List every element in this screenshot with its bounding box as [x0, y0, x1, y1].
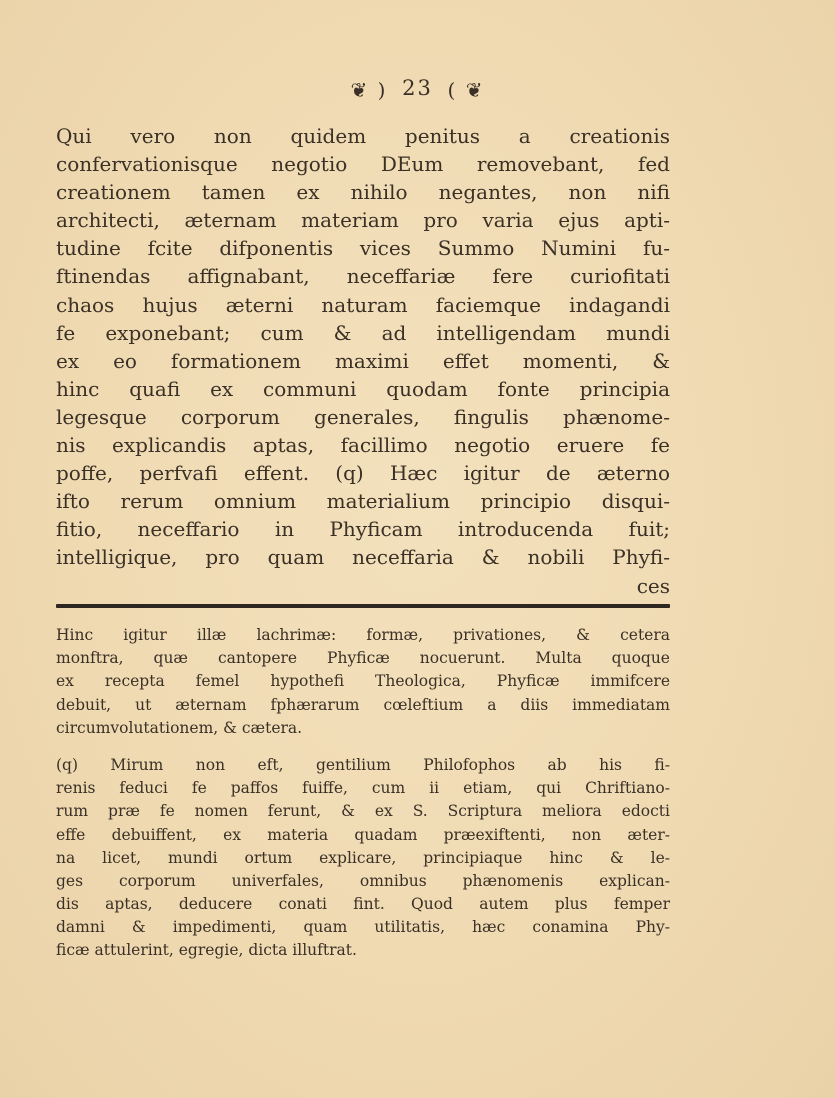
left-ornament: ❦ ) — [350, 77, 388, 102]
text-line: hinc quafi ex communi quodam fonte principia — [56, 376, 670, 401]
page-header — [0, 76, 835, 102]
text-line: fe exponebant; cum & ad intelligendam mundi — [56, 320, 670, 345]
footnote-line: dis aptas, deducere conati fint. Quod autem plus femper — [56, 895, 670, 914]
footnote-line: debuit, ut æternam fphærarum cœleftium a diis immediatam — [56, 695, 670, 714]
footnote-line: circumvolutationem, & cætera. — [56, 718, 303, 737]
text-line: chaos hujus æterni naturam faciemque indagandi — [56, 292, 670, 317]
footnote-line: (q) Mirum non eft, gentilium Philofophos ab his fi- — [56, 755, 670, 774]
text-line: legesque corporum generales, fingulis phænome- — [56, 404, 670, 429]
footnote-line: monftra, quæ cantopere Phyficæ nocuerunt. Multa quoque — [56, 649, 670, 668]
text-line: fitio, neceffario in Phyficam introducenda fuit; — [56, 517, 670, 542]
text-line: nis explicandis aptas, facillimo negotio eruere fe — [56, 433, 670, 458]
text-line: architecti, æternam materiam pro varia ejus apti- — [56, 208, 670, 233]
text-line: tudine fcite difponentis vices Summo Numini fu- — [56, 236, 670, 261]
text-line: ex eo formationem maximi effet momenti, & — [56, 348, 670, 373]
footnotes — [56, 624, 670, 963]
text-line: Qui vero non quidem penitus a creationis — [56, 124, 670, 148]
footnote-divider — [56, 604, 670, 608]
main-text-block — [56, 122, 670, 600]
footnote-line: na licet, mundi ortum explicare, principiaque hinc & le- — [56, 848, 670, 867]
footnote-line: effe debuiffent, ex materia quadam præexiftenti, non æter- — [56, 825, 670, 844]
page-number: 23 — [402, 76, 433, 100]
text-line: confervationisque negotio DEum removebant, fed — [56, 152, 670, 177]
footnote-line: damni & impedimenti, quam utilitatis, hæc conamina Phy- — [56, 918, 670, 937]
footnote-line: ex recepta femel hypothefi Theologica, Phyficæ immifcere — [56, 672, 670, 691]
footnote-line: ficæ attulerint, egregie, dicta illuftrat. — [56, 941, 357, 960]
text-line: poffe, perfvafi effent. (q) Hæc igitur de æterno — [56, 461, 670, 486]
footnote-line: Hinc igitur illæ lachrimæ: formæ, privationes, & cetera — [56, 626, 670, 644]
footnote-line: rum præ fe nomen ferunt, & ex S. Scriptura meliora edocti — [56, 802, 670, 821]
text-line: ftinendas affignabant, neceffariæ fere curiofitati — [56, 264, 670, 289]
footnote-line: ges corporum univerfales, omnibus phænomenis explican- — [56, 871, 670, 890]
footnote-line: renis feduci fe paffos fuiffe, cum ii etiam, qui Chriftiano- — [56, 779, 670, 798]
footnote-q — [56, 754, 670, 963]
footnote-p — [56, 624, 670, 740]
right-ornament: ( ❦ — [447, 77, 485, 102]
catchword: ces — [636, 573, 670, 598]
text-line: ifto rerum omnium materialium principio disqui- — [56, 489, 670, 514]
text-line: intelligique, pro quam neceffaria & nobili Phyfi- — [56, 545, 670, 570]
text-line: creationem tamen ex nihilo negantes, non nifi — [56, 180, 670, 205]
